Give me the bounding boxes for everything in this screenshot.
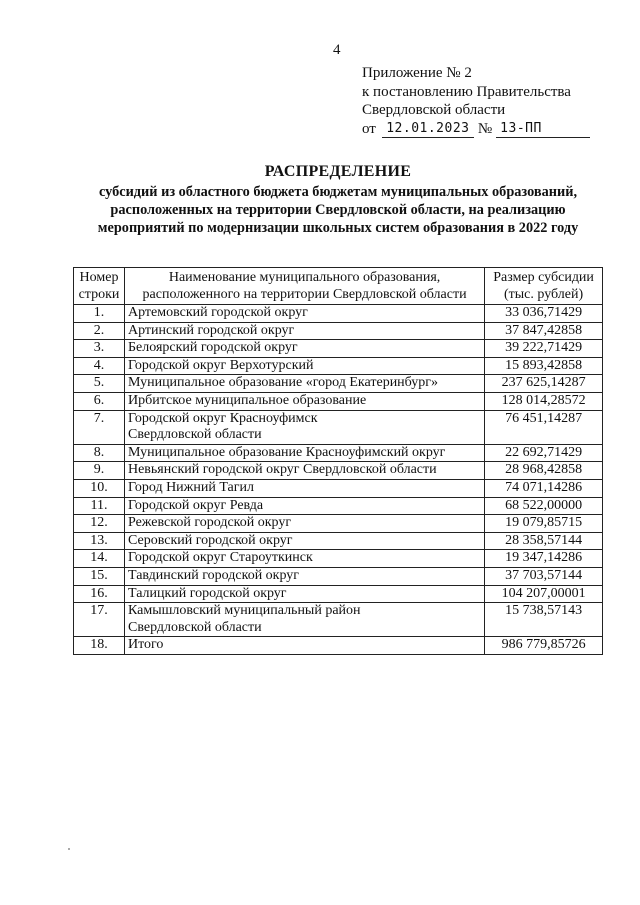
municipality-name: [124, 497, 484, 515]
municipality-name: [124, 532, 484, 550]
municipality-name-line-1: Талицкий городской округ: [127, 585, 287, 601]
subsidy-amount: 19 347,14286: [485, 550, 603, 568]
subsidy-amount: 33 036,71429: [485, 305, 603, 323]
table-row: [74, 375, 603, 393]
municipality-name-line-1: Артинский городской округ: [127, 322, 295, 338]
from-label: от: [362, 120, 376, 137]
table-row: [74, 410, 603, 444]
subsidy-amount: 37 703,57144: [485, 567, 603, 585]
subsidy-amount: 76 451,14287: [485, 410, 603, 444]
header-row-number-line-1: Номер: [79, 270, 119, 285]
row-number: 11.: [74, 497, 125, 515]
municipality-name: [124, 340, 484, 358]
header-municipality-name: [124, 268, 484, 305]
row-number: 18.: [74, 637, 125, 655]
header-row-number-line-2: строки: [78, 287, 120, 302]
municipality-name-line-2: Свердловской области: [127, 619, 262, 635]
municipality-name: [124, 515, 484, 533]
document-heading: [70, 163, 606, 237]
table-row: [74, 532, 603, 550]
municipality-name-line-1: Камышловский муниципальный район: [127, 603, 361, 619]
subsidy-distribution-table: [73, 267, 603, 655]
table-row: [74, 462, 603, 480]
municipality-name: [124, 444, 484, 462]
municipality-name-line-2: Свердловской области: [127, 427, 262, 443]
municipality-name-line-1: Артемовский городской округ: [127, 305, 308, 320]
municipality-name: [124, 479, 484, 497]
row-number: 16.: [74, 585, 125, 603]
table-row: [74, 585, 603, 603]
row-number: 4.: [74, 357, 125, 375]
table-row: [74, 444, 603, 462]
row-number: 3.: [74, 340, 125, 358]
subsidy-amount: 22 692,71429: [485, 444, 603, 462]
row-number: 9.: [74, 462, 125, 480]
resolution-signature-row: [362, 120, 590, 139]
municipality-name: [124, 392, 484, 410]
municipality-name-line-1: Тавдинский городской округ: [127, 567, 300, 583]
row-number: 5.: [74, 375, 125, 393]
header-amount-line-2: (тыс. рублей): [503, 287, 584, 302]
scan-speck: [68, 848, 70, 850]
municipality-name: [124, 305, 484, 323]
subsidy-amount: 68 522,00000: [485, 497, 603, 515]
row-number: 17.: [74, 603, 125, 637]
municipality-name-line-1: Городской округ Красноуфимск: [127, 410, 318, 426]
municipality-name-line-1: Режевской городской округ: [127, 515, 292, 531]
row-number: 13.: [74, 532, 125, 550]
document-subtitle-line-3: мероприятий по модернизации школьных систем образования в 2022 году: [97, 220, 579, 236]
table-row: [74, 305, 603, 323]
row-number: 7.: [74, 410, 125, 444]
appendix-block: [362, 64, 590, 138]
subsidy-amount: 28 968,42858: [485, 462, 603, 480]
header-subsidy-amount: [485, 268, 603, 305]
table-row: [74, 567, 603, 585]
row-number: 15.: [74, 567, 125, 585]
table-row: [74, 550, 603, 568]
header-row-number: [74, 268, 125, 305]
municipality-name: [124, 585, 484, 603]
municipality-name-line-1: Городской округ Староуткинск: [127, 550, 313, 566]
municipality-name-line-1: Серовский городской округ: [127, 532, 293, 548]
resolution-date: 12.01.2023: [382, 121, 474, 138]
municipality-name-line-1: Город Нижний Тагил: [127, 479, 254, 495]
subsidy-amount: 237 625,14287: [485, 375, 603, 393]
header-municipality-line-1: Наименование муниципального образования,: [168, 270, 441, 285]
municipality-name: [124, 322, 484, 340]
row-number: 14.: [74, 550, 125, 568]
subsidy-amount: 128 014,28572: [485, 392, 603, 410]
row-number: 12.: [74, 515, 125, 533]
table-header-row: [74, 268, 603, 305]
document-subtitle-line-1: субсидий из областного бюджета бюджетам муниципальных образований,: [98, 184, 578, 200]
municipality-name: [124, 550, 484, 568]
table-row: [74, 357, 603, 375]
subsidy-amount: 15 738,57143: [485, 603, 603, 637]
row-number: 2.: [74, 322, 125, 340]
header-amount-line-1: Размер субсидии: [493, 270, 594, 285]
row-number: 8.: [74, 444, 125, 462]
row-number: 1.: [74, 305, 125, 323]
municipality-name: [124, 603, 484, 637]
table-row: [74, 392, 603, 410]
subsidy-amount: 15 893,42858: [485, 357, 603, 375]
municipality-name-line-1: Итого: [127, 637, 164, 653]
table-body: [74, 305, 603, 655]
subsidy-amount: 104 207,00001: [485, 585, 603, 603]
municipality-name: [124, 462, 484, 480]
municipality-name: [124, 410, 484, 444]
municipality-name: [124, 567, 484, 585]
municipality-name-line-1: Муниципальное образование «город Екатеринбург»: [127, 375, 439, 391]
row-number: 6.: [74, 392, 125, 410]
document-subtitle-line-2: расположенных на территории Свердловской области, на реализацию: [110, 202, 566, 218]
table-row: [74, 603, 603, 637]
municipality-name-line-1: Городской округ Ревда: [127, 497, 264, 513]
subsidy-amount: 986 779,85726: [485, 637, 603, 655]
document-title: РАСПРЕДЕЛЕНИЕ: [264, 163, 412, 180]
table-row: [74, 322, 603, 340]
table-row: [74, 515, 603, 533]
row-number: 10.: [74, 479, 125, 497]
table-row: [74, 340, 603, 358]
header-municipality-line-2: расположенного на территории Свердловской области: [142, 287, 467, 302]
resolution-number: 13-ПП: [496, 121, 590, 138]
municipality-name: [124, 375, 484, 393]
subsidy-amount: 28 358,57144: [485, 532, 603, 550]
table-row: [74, 479, 603, 497]
subsidy-amount: 39 222,71429: [485, 340, 603, 358]
table-row: [74, 497, 603, 515]
appendix-region: Свердловской области: [362, 102, 506, 118]
appendix-reference: к постановлению Правительства: [362, 83, 571, 100]
page-number: 4: [333, 42, 341, 58]
table-row: [74, 637, 603, 655]
municipality-name-line-1: Невьянский городской округ Свердловской области: [127, 462, 437, 478]
municipality-name-line-1: Городской округ Верхотурский: [127, 357, 314, 373]
municipality-name-line-1: Муниципальное образование Красноуфимский округ: [127, 444, 446, 460]
appendix-title: Приложение № 2: [362, 65, 472, 81]
municipality-name: [124, 357, 484, 375]
municipality-name-line-1: Ирбитское муниципальное образование: [127, 392, 367, 408]
number-sign: №: [477, 120, 493, 137]
subsidy-amount: 19 079,85715: [485, 515, 603, 533]
subsidy-amount: 74 071,14286: [485, 479, 603, 497]
municipality-name: [124, 637, 484, 655]
municipality-name-line-1: Белоярский городской округ: [127, 340, 298, 356]
subsidy-amount: 37 847,42858: [485, 322, 603, 340]
